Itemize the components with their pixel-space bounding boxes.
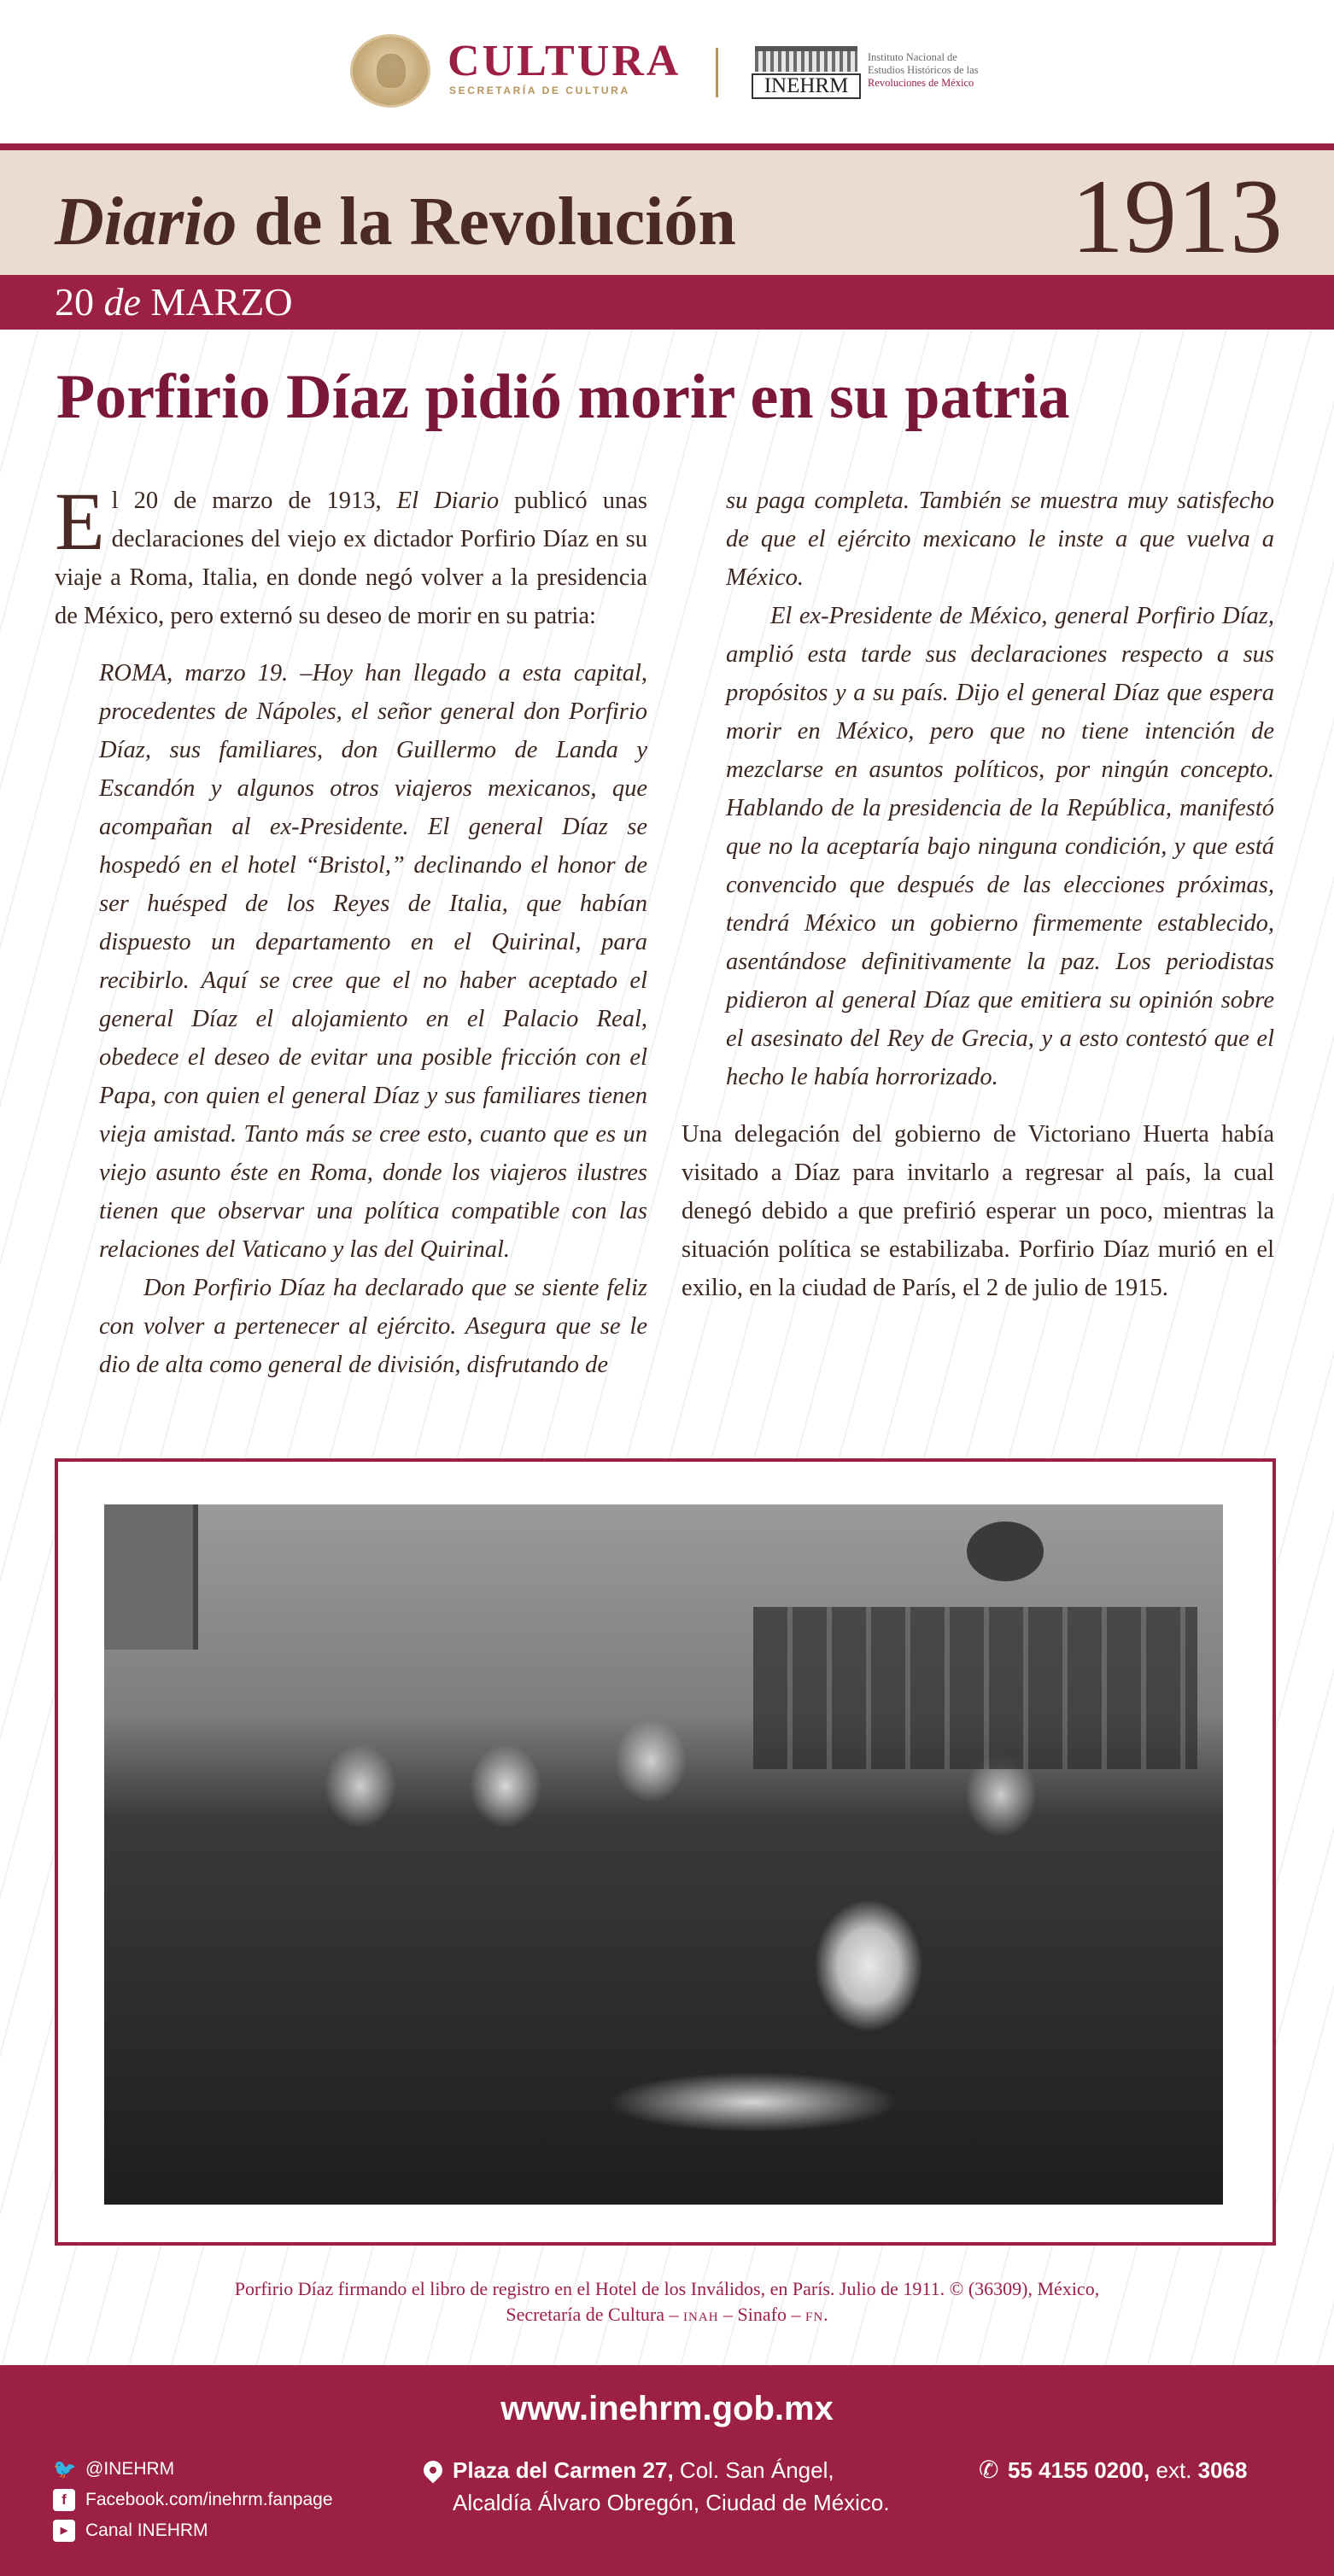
logo-divider xyxy=(716,48,718,97)
caption-sinafo: – Sinafo – xyxy=(718,2304,805,2325)
journal-title xyxy=(55,184,736,260)
article-column-right xyxy=(682,482,1274,1307)
inehrm-wordmark: INEHRM xyxy=(752,73,861,99)
date-de: de xyxy=(94,280,151,324)
photo-caption-line-2 xyxy=(102,2302,1232,2330)
lead-paper-name: El Diario xyxy=(396,488,500,514)
date-month: MARZO xyxy=(150,280,293,324)
footer xyxy=(0,2365,1334,2576)
address xyxy=(453,2454,890,2519)
youtube-channel: Canal INEHRM xyxy=(85,2521,208,2540)
inehrm-building-icon xyxy=(755,46,857,72)
journal-title-rest: de la Revolución xyxy=(237,184,736,260)
date-day: 20 xyxy=(55,280,94,324)
address-line-1 xyxy=(453,2454,890,2486)
title-band xyxy=(0,143,1334,275)
brand-cultura: CULTURA xyxy=(448,37,682,85)
lead-text-1: El 20 de marzo de 1913, xyxy=(55,476,397,567)
journal-title-italic: Diario xyxy=(55,184,237,260)
address-colonia: Col. San Ángel, xyxy=(673,2457,834,2483)
twitter-handle: @INEHRM xyxy=(85,2459,175,2479)
caption-end: . xyxy=(823,2304,828,2325)
headline: Porfirio Díaz pidió morir en su patria xyxy=(56,362,1070,432)
year: 1913 xyxy=(1071,158,1283,275)
photo-bookshelf xyxy=(753,1607,1197,1769)
inehrm-logo xyxy=(752,46,861,99)
article-column-left xyxy=(55,476,647,1384)
quote-paragraph-1: ROMA, marzo 19. –Hoy han llegado a esta capital, procedentes de Nápoles, el señor general don Porfirio Díaz, sus familiares, don Guillermo de Landa y Escandón y algunos otros viajeros mexicanos, que acompañan al ex-Presidente. El general Díaz se hospedó en el hotel “Bristol,” declinando el honor de ser huésped de los Reyes de Italia, que habían dispuesto un departamento en el Quirinal, para recibirlo. Aquí se cree que el no haber aceptado el general Díaz el alojamiento en el Palacio Real, obedece el deseo de evitar una posible fricción con el Papa, con quien el general Díaz y sus familiares tienen vieja amistad. Tanto más se cree esto, cuanto que es un viejo asunto éste en Roma, donde los viajeros ilustres tienen que observar una política compatible con las relaciones del Vaticano y las del Quirinal. xyxy=(99,660,647,1263)
social-links xyxy=(53,2454,333,2546)
phone-ext-label: ext. xyxy=(1150,2457,1198,2483)
lead-paragraph xyxy=(55,476,647,635)
facebook-link[interactable] xyxy=(53,2485,333,2515)
phone xyxy=(979,2454,1248,2486)
brand-secretaria: SECRETARÍA DE CULTURA xyxy=(449,85,630,96)
logo-bar xyxy=(0,0,1334,143)
inehrm-caption-line-2: Estudios Históricos de las xyxy=(868,64,979,76)
photo-frame xyxy=(55,1458,1276,2246)
closing-paragraph: Una delegación del gobierno de Victoriano Huerta había visitado a Díaz para invitarlo a regresar al país, la cual denegó debido a que prefirió esperar un poco, mientras la situación política se estabilizaba. Porfirio Díaz murió en el exilio, en la ciudad de París, el 2 de julio de 1915. xyxy=(682,1121,1274,1301)
address-street: Plaza del Carmen 27, xyxy=(453,2457,674,2483)
facebook-url: Facebook.com/inehrm.fanpage xyxy=(85,2490,333,2509)
twitter-icon: 🐦 xyxy=(53,2458,77,2480)
date-band xyxy=(0,275,1334,330)
pin-icon xyxy=(419,2456,446,2483)
footer-website-link[interactable]: www.inehrm.gob.mx xyxy=(500,2390,834,2427)
inehrm-caption-line-1: Instituto Nacional de xyxy=(868,51,957,63)
lead-text-2: publicó unas declaraciones del viejo ex dictador Porfirio Díaz en su viaje a Roma, Italia, en donde negó volver a la presidencia de México, pero externó su deseo de morir en su patria: xyxy=(55,488,647,629)
youtube-icon: ▶ xyxy=(53,2520,75,2542)
photo-caption-line-1: Porfirio Díaz firmando el libro de registro en el Hotel de los Inválidos, en París. Julio de 1911. © (36309), México, xyxy=(234,2278,1100,2299)
youtube-link[interactable] xyxy=(53,2515,333,2546)
phone-ext-number: 3068 xyxy=(1197,2457,1248,2483)
quote-paragraph-2-continued: su paga completa. También se muestra muy satisfecho de que el ejército mexicano le inste a que vuelva a México. xyxy=(726,488,1274,591)
quote-paragraph-3: El ex-Presidente de México, general Porfirio Díaz, amplió esta tarde sus declaraciones respecto a sus propósitos y a su país. Dijo el general Díaz que espera morir en México, pero que no tiene intención de mezclarse en asuntos políticos, por ningún concepto. Hablando de la presidencia de la República, manifestó que no la aceptaría bajo ninguna condición, y que está convencido que después de las elecciones próximas, tendrá México un gobierno firmemente establecido, asentándose definitivamente la paz. Los periodistas pidieron al general Díaz que emitiera su opinión sobre el asesinato del Rey de Grecia, y a esto contestó que el hecho le había horrorizado. xyxy=(726,603,1274,1090)
phone-number: 55 4155 0200, xyxy=(1008,2457,1150,2483)
inehrm-caption-line-3: Revoluciones de México xyxy=(868,77,974,89)
caption-fn: FN xyxy=(804,2310,824,2324)
mexico-seal-icon xyxy=(350,34,430,108)
photo-caption xyxy=(102,2276,1232,2330)
photo-globe xyxy=(967,1522,1044,1581)
inehrm-caption xyxy=(868,51,1013,90)
address-line-2: Alcaldía Álvaro Obregón, Ciudad de México. xyxy=(453,2490,890,2515)
facebook-icon: f xyxy=(53,2489,75,2511)
date-text xyxy=(55,278,293,326)
twitter-link[interactable] xyxy=(53,2454,333,2485)
caption-inah: INAH xyxy=(683,2310,719,2324)
caption-secretaria: Secretaría de Cultura – xyxy=(506,2304,684,2325)
photo-wall-portrait xyxy=(104,1504,198,1650)
phone-icon: ✆ xyxy=(979,2456,999,2483)
historical-photo xyxy=(104,1504,1223,2205)
quote-paragraph-2: Don Porfirio Díaz ha declarado que se siente feliz con volver a pertenecer al ejército. Asegura que se le dio de alta como general de división, disfrutando de xyxy=(99,1275,647,1378)
